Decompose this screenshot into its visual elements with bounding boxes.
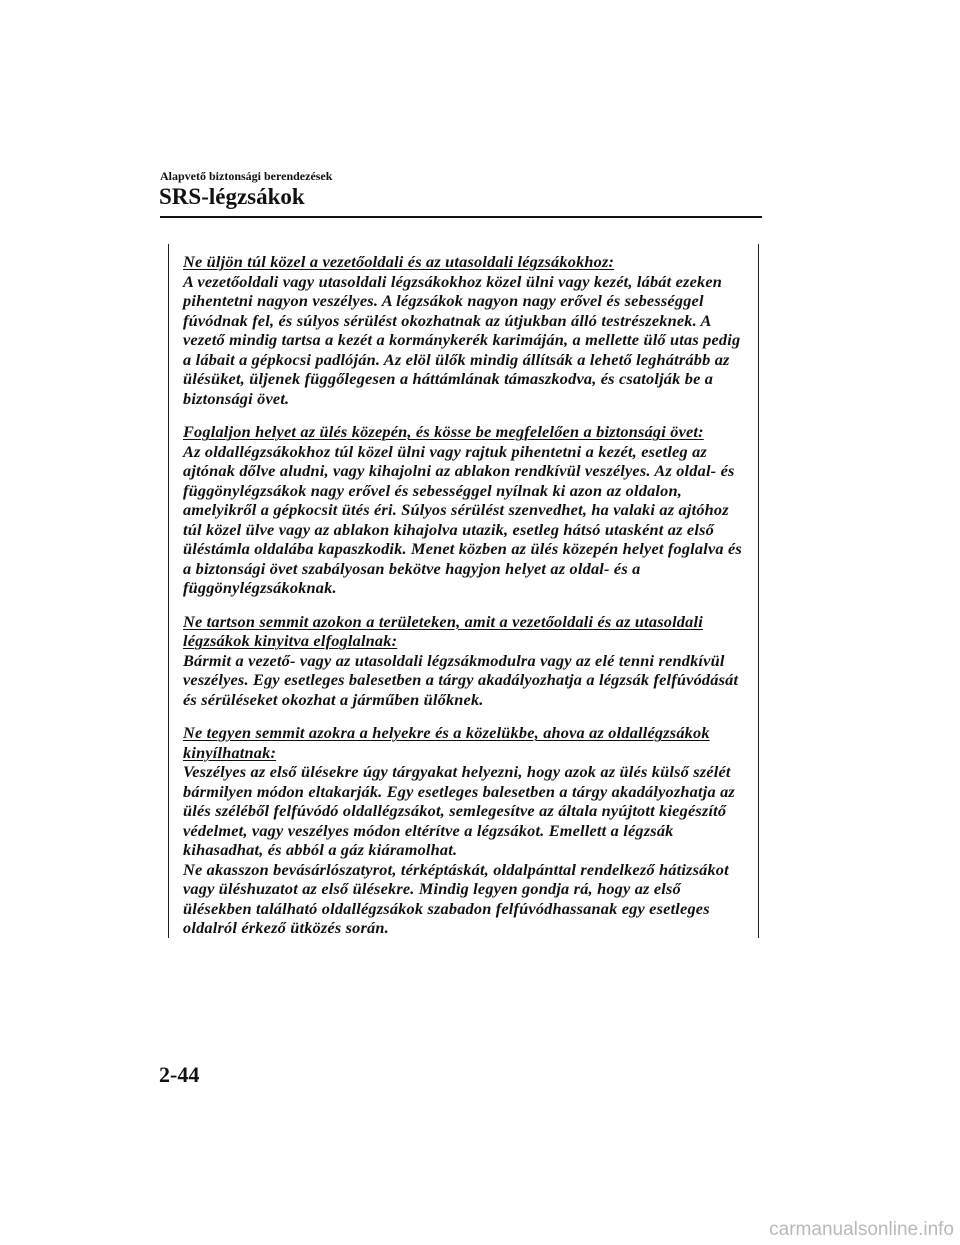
warning-body-line: üléstámla oldalába kapaszkodik. Menet közben az ülés közepén helyet foglalva és bbox=[183, 539, 742, 558]
warning-body-line: amelyikről a gépkocsit ütés éri. Súlyos sérülést szenvedhet, ha valaki az ajtóhoz bbox=[183, 500, 729, 519]
warning-body-line: Ne akasszon bevásárlószatyrot, térképtáskát, oldalpánttal rendelkező hátizsákot bbox=[183, 859, 729, 879]
warning-body-line: ülésekben található oldallégzsákok szabadon felfúvódhassanak egy esetleges bbox=[183, 898, 710, 918]
warning-body-line: biztonsági övet. bbox=[183, 388, 290, 408]
warning-body-line: fúvódnak fel, és súlyos sérülést okozhatnak az útjukban álló testrészeknek. A bbox=[183, 310, 712, 330]
warning-body-line: kihasadhat, és abból a gáz kiáramolhat. bbox=[183, 840, 458, 859]
warning-heading-line: Foglaljon helyet az ülés közepén, és kösse be megfelelően a biztonsági övet: bbox=[183, 422, 704, 441]
warning-body-line: függönylégzsákok nagy erővel és sebességgel nyílnak ki azon az oldalon, bbox=[183, 480, 683, 500]
warning-body-line: ülésüket, üljenek függőlegesen a háttámlának támaszkodva, és csatolják be a bbox=[183, 369, 714, 388]
warning-body-line: függönylégzsákoknak. bbox=[183, 578, 337, 597]
warning-body-line: Bármit a vezető- vagy az utasoldali légzsákmodulra vagy az elé tenni rendkívül bbox=[183, 650, 725, 670]
title-rule bbox=[160, 216, 762, 218]
warning-body-line: vagy üléshuzatot az első ülésekre. Mindig legyen gondja rá, hogy az első bbox=[183, 879, 681, 898]
warning-heading-line: légzsákok kinyitva elfoglalnak: bbox=[183, 631, 398, 650]
warning-heading-line: kinyílhatnak: bbox=[183, 742, 277, 762]
warning-body-line: és sérüléseket okozhat a járműben ülőknek. bbox=[183, 689, 484, 709]
warning-body-line: a biztonsági övet szabályosan bekötve hagyjon helyet az oldal- és a bbox=[183, 558, 641, 578]
section-label: Alapvető biztonsági berendezések bbox=[160, 169, 333, 183]
warning-body-line: veszélyes. Egy esetleges balesetben a tárgy akadályozhatja a légzsák felfúvódását bbox=[183, 670, 739, 689]
warning-body-line: A vezetőoldali vagy utasoldali légzsákokhoz közel ülni vagy kezét, lábát ezeken bbox=[183, 271, 723, 291]
warning-body-line: ülés széléből felfúvódó oldallégzsákot, semlegesítve az általa nyújtott kiegészítő bbox=[183, 801, 727, 820]
warning-body-line: bármilyen módon eltakarják. Egy esetleges balesetben a tárgy akadályozhatja az bbox=[183, 781, 735, 801]
warning-body-line: túl közel ülve vagy az ablakon kihajolva utazik, esetleg hátsó utasként az első bbox=[183, 519, 714, 539]
warning-body-line: pihentetni nagyon veszélyes. A légzsákok nagyon nagy erővel és sebességgel bbox=[183, 291, 704, 310]
warning-body-line: oldalról érkező ütközés során. bbox=[183, 918, 389, 937]
warning-heading-line: Ne tartson semmit azokon a területeken, amit a vezetőoldali és az utasoldali bbox=[183, 611, 703, 631]
warning-body-line: vezető mindig tartsa a kezét a kormánykerék karimáján, a mellette ülő utas pedig bbox=[183, 330, 741, 349]
warning-item bbox=[183, 422, 758, 598]
warning-item bbox=[183, 252, 758, 408]
warning-body-line: Az oldallégzsákokhoz túl közel ülni vagy rajtuk pihentetni a kezét, esetleg az bbox=[183, 441, 707, 461]
warning-body-line: Veszélyes az első ülésekre úgy tárgyakat helyezni, hogy azok az ülés külső szélét bbox=[183, 762, 731, 781]
warning-item bbox=[183, 612, 758, 710]
warning-heading-line: Ne tegyen semmit azokra a helyekre és a közelükbe, ahova az oldallégzsákok bbox=[183, 723, 710, 742]
warning-body-line: védelmet, vagy veszélyes módon eltérítve a légzsákot. Emellett a légzsák bbox=[183, 820, 674, 840]
warning-heading-line: Ne üljön túl közel a vezetőoldali és az utasoldali légzsákokhoz: bbox=[183, 252, 615, 271]
page-title: SRS-légzsákok bbox=[159, 184, 305, 209]
warning-box bbox=[168, 244, 759, 938]
watermark: carmanualsonline.info bbox=[769, 1219, 954, 1240]
warning-body-line: ajtónak dőlve aludni, vagy kihajolni az ablakon rendkívül veszélyes. Az oldal- és bbox=[183, 461, 735, 480]
warning-item bbox=[183, 723, 758, 938]
page-number: 2-44 bbox=[159, 1062, 200, 1087]
warning-body-line: a lábait a gépkocsi padlóján. Az elöl ülők mindig állítsák a lehető leghátrább az bbox=[183, 349, 730, 369]
